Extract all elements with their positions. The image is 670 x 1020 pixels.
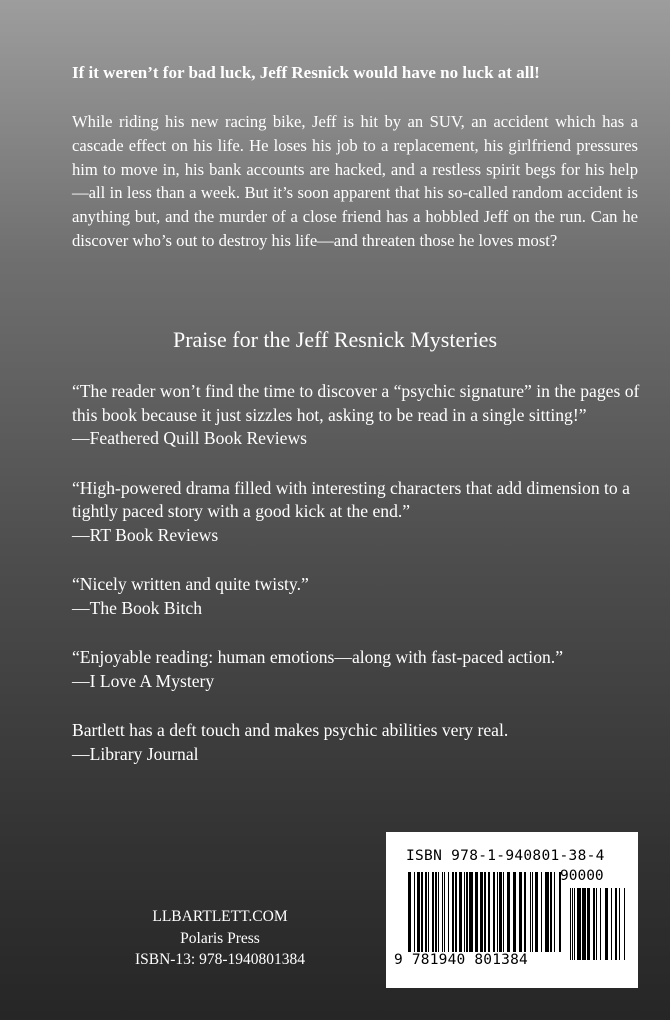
barcode-bar [432,872,434,952]
barcode-bar [545,872,549,952]
barcode-bar [577,888,581,960]
barcode-bar [541,872,542,952]
review-quote: “High-powered drama filled with interesting characters that add dimension to a tightly paced story with a good kick at the end.” [72,477,630,521]
barcode-bar [417,872,420,952]
barcode-bar [624,888,625,960]
barcode-bar [582,888,586,960]
barcode-bar [414,872,415,952]
barcode-bar [452,872,454,952]
barcode-bar [550,872,552,952]
barcode-bar [438,872,439,952]
barcode-bar [455,872,457,952]
barcode-bar [459,872,462,952]
publisher-info [100,906,340,971]
barcode-bar [425,872,427,952]
barcode-digits: 9 781940 801384 [394,952,528,968]
barcode-bar [532,872,533,952]
barcode-box [386,832,638,988]
barcode-bar [611,888,612,960]
barcode-bar [484,872,486,952]
barcode-bar [519,872,522,952]
barcode-bar [493,872,495,952]
review-source: —RT Book Reviews [72,524,219,545]
barcode-bar [605,888,608,960]
barcode-bar [428,872,429,952]
barcode-price-code: 90000 [560,868,604,884]
barcode-bar [559,872,561,952]
barcode-bar [596,888,597,960]
barcode-bar [444,872,445,952]
barcode-bar [570,888,571,960]
barcode-bar [554,872,555,952]
review-quote: “Enjoyable reading: human emotions—along with fast-paced action.” [72,647,564,667]
barcode-bar [524,872,526,952]
praise-heading: Praise for the Jeff Resnick Mysteries [172,327,498,352]
review-quote: Bartlett has a deft touch and makes psychic abilities very real. [72,720,509,740]
website-text: LLBARTLETT.COM [152,908,288,925]
barcode-bar [600,888,601,960]
barcode-bar [480,872,483,952]
barcode-bar [497,872,498,952]
barcode-bar [499,872,502,952]
barcode-bar [448,872,449,952]
review-source: —Feathered Quill Book Reviews [72,428,308,448]
barcode-bar [530,872,531,952]
isbn13-text: ISBN-13: 978-1940801384 [134,951,306,968]
review-quote: “Nicely written and quite twisty.” [72,574,309,594]
publisher-name: Polaris Press [180,929,260,947]
barcode-isbn-label: ISBN 978-1-940801-38-4 [406,848,605,864]
barcode-bar [593,888,595,960]
barcode-bar [587,888,590,960]
review-source: —I Love A Mystery [72,670,215,691]
barcode-bar [488,872,490,952]
reviews [72,380,642,792]
review [72,380,642,451]
barcode-bar [442,872,443,952]
barcode-bar [421,872,423,952]
barcode-bar [513,872,516,952]
barcode-bar [503,872,504,952]
review [72,646,642,693]
review-quote: “The reader won’t find the time to discover a “psychic signature” in the pages of this book because it just sizzles hot, asking to be read in a single sitting!” [72,381,640,425]
barcode-bar [535,872,538,952]
review-source: —The Book Bitch [72,597,202,618]
blurb: While riding his new racing bike, Jeff is hit by an SUV, an accident which has a cascade effect on his life. He loses his job to a replacement, his girlfriend pressures him to move in, his bank accounts are hacked, and a restless spirit begs for his help—all in less than a week. But it’s soon apparent that his so-called random accident is anything but, and the murder of a close friend has a hobbled Jeff on the run. Can he discover who’s out to destroy his life—and threaten those he loves most? [72,112,638,250]
barcode-bar [574,888,575,960]
barcode-bar [572,888,573,960]
barcode-bar [615,888,617,960]
review [72,573,642,620]
review [72,719,642,766]
barcode-bar [507,872,510,952]
barcode-bar [469,872,473,952]
barcode-bar [464,872,465,952]
barcode-bar [435,872,437,952]
review-source: —Library Journal [72,743,199,764]
barcode-bar [408,872,411,952]
review [72,477,642,548]
barcode-bar [475,872,478,952]
barcode-bar [619,888,620,960]
tagline: If it weren’t for bad luck, Jeff Resnick would have no luck at all! [72,63,540,82]
barcode-bar [466,872,468,952]
